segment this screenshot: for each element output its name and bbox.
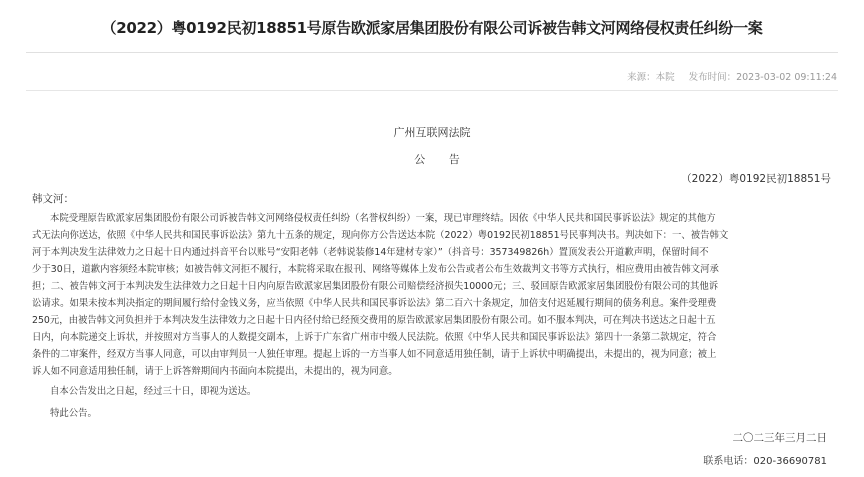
announcement-heading: 公 告 xyxy=(414,153,470,166)
body-line: 少于30日，道歉内容须经本院审核；如被告韩文河拒不履行，本院将采取在报刊、网络等媒体上发布公告或者公布生效裁判文书等方式执行，相应费用由被告韩文河承 xyxy=(32,264,719,275)
body-line: 河于本判决发生法律效力之日起十日内通过抖音平台以账号“安阳老韩（老韩说装修14年建材专家）”（抖音号：357349826h）置顶发表公开道歉声明，保留时间不 xyxy=(32,247,709,258)
body-line: 250元，由被告韩文河负担并于本判决发生法律效力之日起十日内径付给已经预交费用的原告欧派家居集团股份有限公司。如不服本判决，可在判决书送达之日起十五 xyxy=(32,315,716,326)
court-name: 广州互联网法院 xyxy=(393,126,471,139)
body-line: 条件的二审案件，经双方当事人同意，可以由审判员一人独任审理。提起上诉的一方当事人如不同意适用独任制，请于上诉状中明确提出，未提出的，视为同意；被上 xyxy=(32,349,717,360)
special-notice: 特此公告。 xyxy=(50,408,97,419)
case-number: （2022）粤0192民初18851号 xyxy=(681,173,831,185)
page-title: （2022）粤0192民初18851号原告欧派家居集团股份有限公司诉被告韩文河网络侵权责任纠纷一案 xyxy=(101,19,763,37)
body-line: 诉人如不同意适用独任制，请于上诉答辩期间内书面向本院提出，未提出的，视为同意。 xyxy=(32,366,398,377)
contact-phone: 联系电话：020-36690781 xyxy=(703,456,827,467)
body-line: 讼请求。如果未按本判决指定的期间履行给付金钱义务，应当依照《中华人民共和国民事诉讼法》第二百六十条规定，加倍支付迟延履行期间的债务利息。案件受理费 xyxy=(32,298,717,309)
publish-time: 发布时间：2023-03-02 09:11:24 xyxy=(688,72,837,83)
publish-meta xyxy=(627,69,837,83)
announcement-date: 二〇二三年三月二日 xyxy=(732,432,827,444)
title-divider xyxy=(26,52,838,53)
closing-paragraph xyxy=(32,383,832,400)
source-label: 来源：本院 xyxy=(627,72,675,83)
notice-paragraph xyxy=(32,405,832,422)
body-line: 式无法向你送达，依照《中华人民共和国民事诉讼法》第九十五条的规定，现向你方公告送达本院（2022）粤0192民初18851号民事判决书。判决如下：一、被告韩文 xyxy=(32,230,729,241)
body-line: 担；二、被告韩文河于本判决发生法律效力之日起十日内向原告欧派家居集团股份有限公司赔偿经济损失10000元；三、驳回原告欧派家居集团股份有限公司的其他诉 xyxy=(32,281,719,292)
judgment-paragraph xyxy=(32,210,832,380)
addressee: 韩文河： xyxy=(32,193,74,205)
closing-line: 自本公告发出之日起，经过三十日，即视为送达。 xyxy=(50,386,257,397)
body-line: 本院受理原告欧派家居集团股份有限公司诉被告韩文河网络侵权责任纠纷（名誉权纠纷）一案，现已审理终结。因依《中华人民共和国民事诉讼法》规定的其他方 xyxy=(50,213,716,224)
body-line: 日内，向本院递交上诉状，并按照对方当事人的人数提交副本，上诉于广东省广州市中级人民法院。依照《中华人民共和国民事诉讼法》第四十一条第二款规定，符合 xyxy=(32,332,717,343)
meta-divider xyxy=(26,90,838,91)
